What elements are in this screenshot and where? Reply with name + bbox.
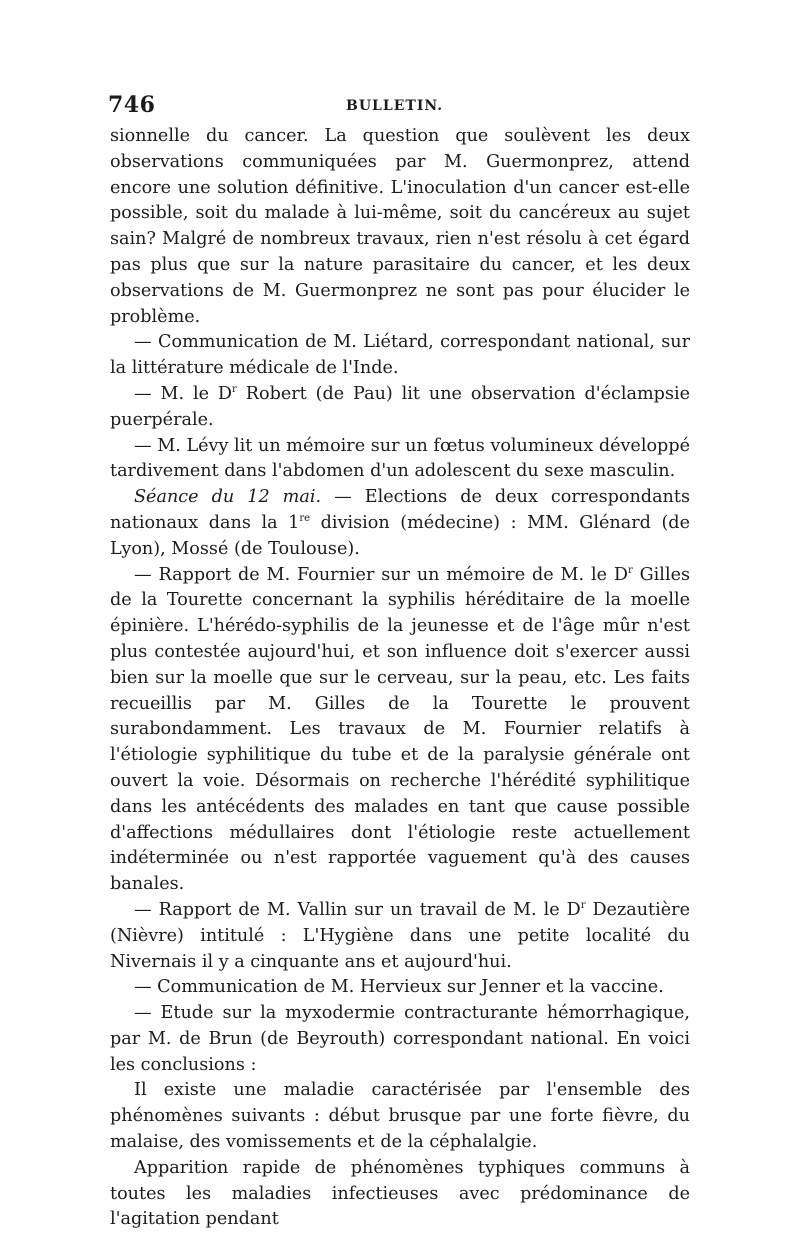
page-header	[108, 92, 688, 122]
paragraph-myxodermie	[110, 1001, 690, 1078]
superscript: r	[580, 900, 586, 912]
paragraph-text: — Communication de M. Hervieux sur Jenner et la vaccine.	[134, 977, 664, 998]
paragraph-text: Apparition rapide de phénomènes typhiques communs à toutes les maladies infectieuses avec prédominance de l'agitation pendant	[110, 1157, 690, 1230]
paragraph-conclusion-1	[110, 1078, 690, 1155]
paragraph-text: division (médecine) : MM. Glénard (de Lyon), Mossé (de Toulouse).	[110, 512, 690, 559]
superscript: r	[628, 564, 633, 576]
paragraph-vallin	[110, 898, 690, 975]
paragraph-text: Gilles de la Tourette concernant la syphilis héréditaire de la moelle épinière. L'hérédo-syphilis de la jeunesse et de l'âge mûr n'est plus contestée aujourd'hui, et son influence doit s'exercer aussi bien sur la moelle que sur le cerveau, sur la peau, etc. Les faits recueillis par M. Gilles de la Tourette le prouvent surabondamment. Les travaux de M. Fournier relatifs à l'étiologie syphilitique du tube et de la paralysie générale ont ouvert la voie. Désormais on recherche l'hérédité syphilitique dans les antécédents des malades en tant que cause possible d'affections médullaires dont l'étiologie reste actuellement indéterminée ou n'est rapportée vaguement qu'à des causes banales.	[110, 564, 691, 895]
paragraph-text: Robert (de Pau) lit une observation d'éclampsie puerpérale.	[110, 383, 691, 430]
paragraph-robert	[110, 382, 690, 434]
paragraph-text: sionnelle du cancer. La question que soulèvent les deux observations communiquées par M. Guermonprez, attend encore une solution définitive. L'inoculation d'un cancer est-elle possible, soit du malade à lui-même, soit du cancéreux au sujet sain? Malgré de nombreux travaux, rien n'est résolu à cet égard pas plus que sur la nature parasitaire du cancer, et les deux observations de M. Guermonprez ne sont pas pour élucider le problème.	[110, 126, 690, 327]
page-number: 746	[108, 92, 156, 118]
paragraph-text: — M. le D	[134, 383, 233, 404]
paragraph-conclusion-2	[110, 1156, 690, 1233]
paragraph-text: Dezautière (Nièvre) intitulé : L'Hygiène dans une petite localité du Nivernais il y a cinquante ans et aujourd'hui.	[110, 899, 690, 972]
paragraph-levy	[110, 434, 690, 486]
paragraph-text: — Communication de M. Liétard, correspondant national, sur la littérature médicale de l'Inde.	[110, 332, 690, 379]
superscript: re	[299, 513, 311, 525]
paragraph-text: — Elections de deux correspondants nationaux dans la 1	[110, 487, 690, 533]
paragraph-text: — Rapport de M. Fournier sur un mémoire de M. le D	[134, 564, 628, 585]
paragraph-text: — Rapport de M. Vallin sur un travail de M. le D	[134, 899, 581, 920]
paragraph-hervieux	[110, 975, 690, 1001]
body-text	[110, 124, 690, 1233]
paragraph-text: — Etude sur la myxodermie contracturante hémorrhagique, par M. de Brun (de Beyrouth) correspondant national. En voici les conclusions :	[110, 1003, 690, 1075]
superscript: r	[232, 384, 237, 396]
paragraph-seance-12-mai	[110, 485, 690, 562]
running-title: BULLETIN.	[346, 98, 444, 114]
paragraph-text: Il existe une maladie caractérisée par l'ensemble des phénomènes suivants : début brusque par une forte fièvre, du malaise, des vomissements et de la céphalalgie.	[110, 1080, 690, 1153]
paragraph-lietard	[110, 330, 690, 382]
session-date: Séance du 12 mai.	[134, 487, 322, 508]
paragraph-fournier	[110, 563, 690, 898]
paragraph-text: — M. Lévy lit un mémoire sur un fœtus volumineux développé tardivement dans l'abdomen d'un adolescent du sexe masculin.	[110, 435, 690, 482]
paragraph-cancer-conclusion	[110, 124, 690, 330]
